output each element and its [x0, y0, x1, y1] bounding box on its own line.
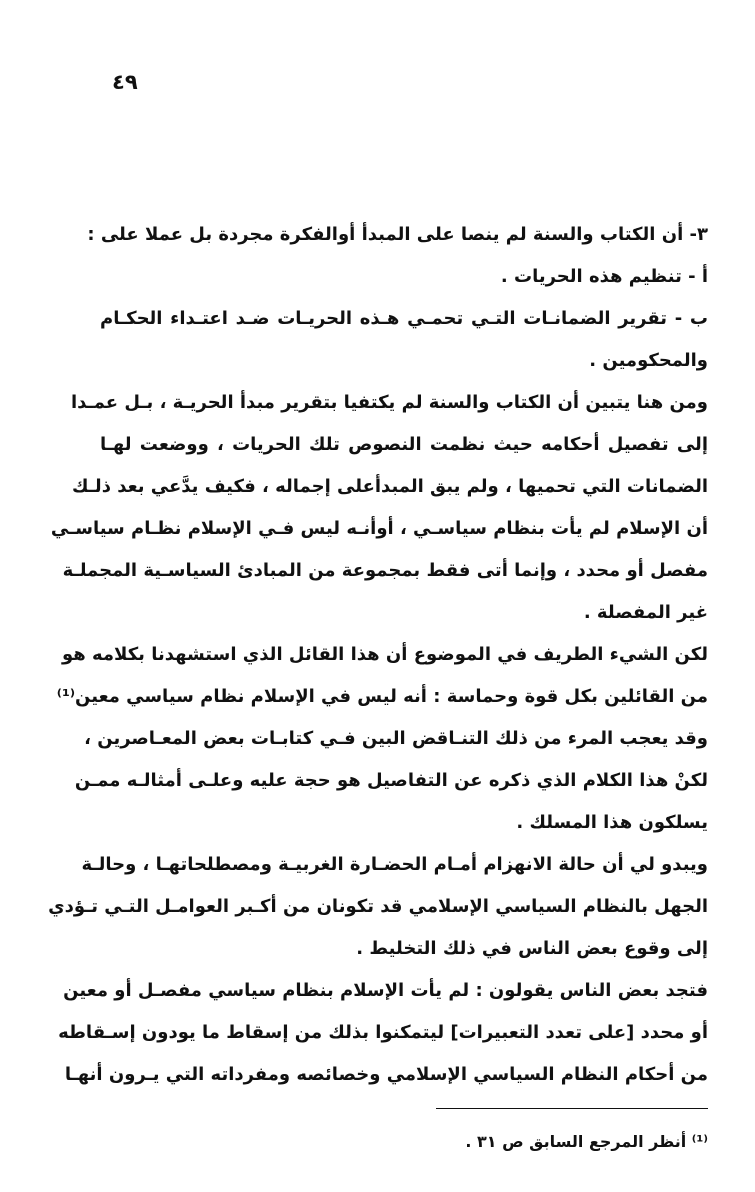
footnote-divider: [436, 1108, 708, 1109]
text-line: لكن الشيء الطريف في الموضوع أن هذا القائل الذي استشهدنا بكلامه هو: [61, 644, 708, 665]
text-line: فتجد بعض الناس يقولون : لم يأت الإسلام بنظام سياسي مفصـل أو معين: [63, 980, 708, 1001]
text-line: لكنْ هذا الكلام الذي ذكره عن التفاصيل هو حجة عليه وعلـى أمثالـه ممـن: [74, 770, 708, 791]
text-line: إلى وقوع بعض الناس في ذلك التخليط .: [356, 938, 708, 959]
text-line: أ - تنظيم هذه الحريات .: [500, 266, 708, 287]
text-line: والمحكومين .: [589, 350, 708, 371]
text-line: مفصل أو محدد ، وإنما أتى فقط بمجموعة من المبادئ السياسـية المجملـة: [62, 560, 708, 581]
text-line: الضمانات التي تحميها ، ولم يبق المبدأعلى إجماله ، فكيف يدَّعي بعد ذلـك: [72, 476, 708, 497]
text-line: الجهل بالنظام السياسي الإسلامي قد تكونان من أكـبر العوامـل التـي تـؤدي: [48, 896, 708, 917]
text-line: ويبدو لي أن حالة الانهزام أمـام الحضـارة الغربيـة ومصطلحاتهـا ، وحالـة: [81, 854, 708, 875]
text-line: ٣- أن الكتاب والسنة لم ينصا على المبدأ أوالفكرة مجردة بل عملا على :: [87, 224, 708, 245]
text-line: وقد يعجب المرء من ذلك التنـاقض البين فـي كتابـات بعض المعـاصرين ،: [84, 728, 708, 749]
footnote: ⁽¹⁾ أنظر المرجع السابق ص ٣١ .: [465, 1132, 708, 1151]
text-line: إلى تفصيل أحكامه حيث نظمت النصوص تلك الحريات ، ووضعت لهـا: [100, 434, 708, 455]
text-line: ب - تقرير الضمانـات التـي تحمـي هـذه الحريـات ضـد اعتـداء الحكـام: [100, 308, 708, 329]
text-line: غير المفصلة .: [583, 602, 708, 623]
text-line: من أحكام النظام السياسي الإسلامي وخصائصه ومفرداته التي يـرون أنهـا: [64, 1064, 708, 1085]
body-text: [48, 214, 708, 1096]
text-line: أن الإسلام لم يأت بنظام سياسـي ، أوأنـه ليس فـي الإسلام نظـام سياسـي: [50, 518, 708, 539]
text-line: أو محدد [على تعدد التعبيرات] ليتمكنوا بذلك من إسقاط ما يودون إسـقاطه: [58, 1022, 708, 1043]
text-line: يسلكون هذا المسلك .: [516, 812, 708, 833]
text-line: ومن هنا يتبين أن الكتاب والسنة لم يكتفيا بتقرير مبدأ الحريـة ، بـل عمـدا: [70, 392, 708, 413]
page-number: ٤٩: [112, 70, 138, 94]
text-line: من القائلين بكل قوة وحماسة : أنه ليس في الإسلام نظام سياسي معين⁽¹⁾: [56, 686, 708, 707]
